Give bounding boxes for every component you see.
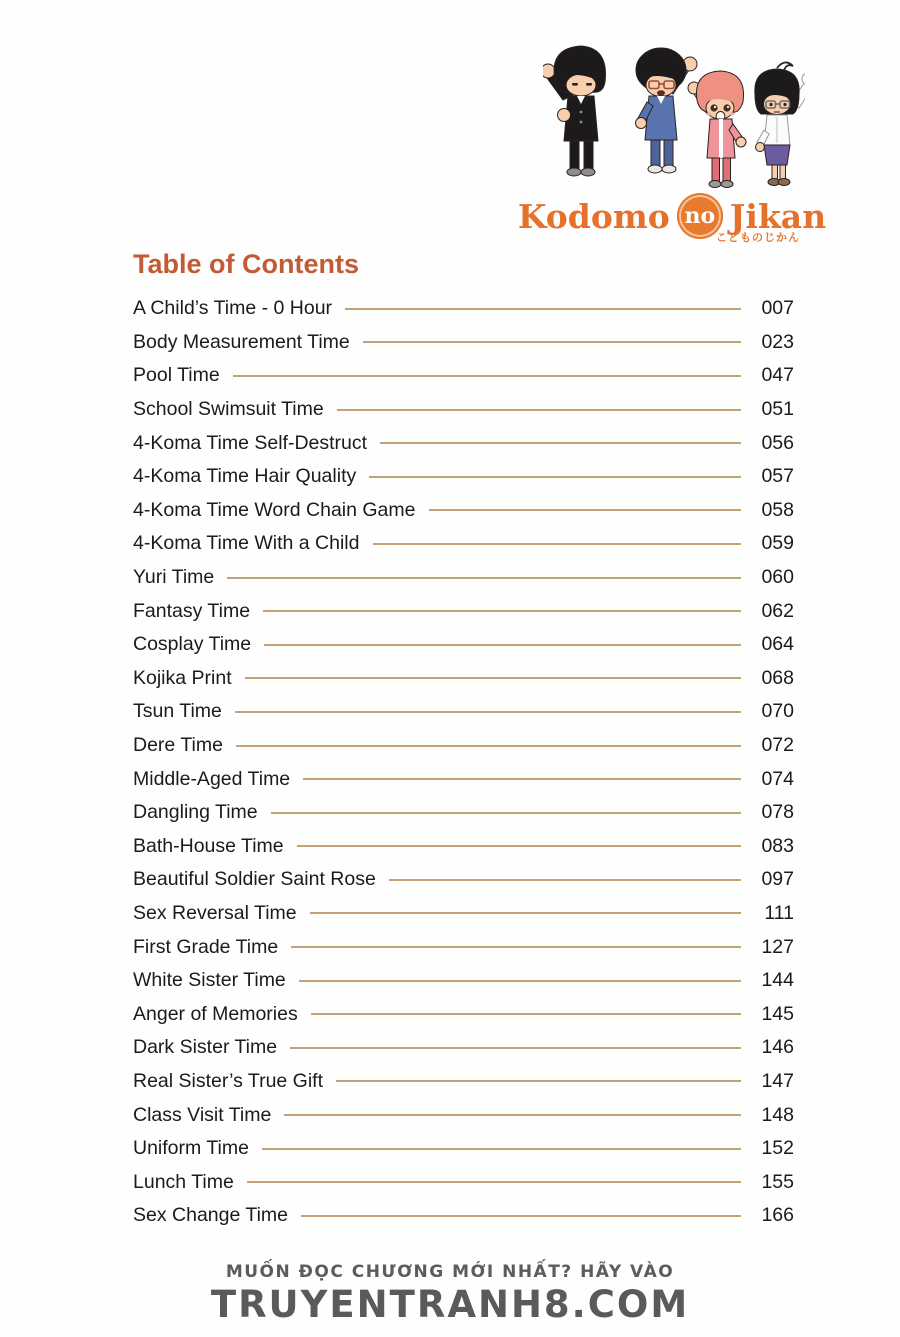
page-number: 051	[761, 398, 794, 421]
leader-line	[337, 409, 741, 411]
page-number: 152	[761, 1137, 794, 1160]
page-number: 064	[761, 633, 794, 656]
chapter-title: Lunch Time	[133, 1170, 234, 1193]
toc-row	[133, 561, 794, 595]
leader-line	[247, 1181, 741, 1183]
chapter-title: Dere Time	[133, 734, 223, 757]
toc-row	[133, 628, 794, 662]
page-number: 127	[761, 935, 794, 958]
leader-line	[429, 509, 742, 511]
page-number: 057	[761, 465, 794, 488]
toc-row	[133, 930, 794, 964]
toc-row	[133, 964, 794, 998]
page-number: 060	[761, 566, 794, 589]
leader-line	[236, 745, 741, 747]
chibi-characters-illustration	[543, 40, 805, 188]
leader-line	[299, 980, 741, 982]
page-number: 070	[761, 700, 794, 723]
page-number: 166	[761, 1204, 794, 1227]
leader-line	[336, 1080, 741, 1082]
toc-row	[133, 494, 794, 528]
toc-row	[133, 527, 794, 561]
toc-row	[133, 1098, 794, 1132]
chapter-title: 4-Koma Time With a Child	[133, 532, 360, 555]
toc-row	[133, 729, 794, 763]
footer-call-to-action: MUỐN ĐỌC CHƯƠNG MỚI NHẤT? HÃY VÀO	[225, 1262, 675, 1282]
chapter-title: Real Sister’s True Gift	[133, 1069, 324, 1092]
toc-row	[133, 762, 794, 796]
blue-suit-glasses-man	[636, 48, 698, 173]
toc-row	[133, 393, 794, 427]
logo-word-jikan: Jikan	[729, 196, 827, 236]
toc-row	[133, 326, 794, 360]
toc-row	[133, 796, 794, 830]
leader-line	[301, 1215, 741, 1217]
leader-line	[389, 879, 741, 881]
page-number: 097	[761, 868, 794, 891]
chapter-title: Sex Change Time	[133, 1204, 289, 1227]
chapter-title: Class Visit Time	[133, 1103, 272, 1126]
chapter-title: Yuri Time	[133, 566, 215, 589]
leader-line	[227, 577, 741, 579]
leader-line	[303, 778, 741, 780]
logo-word-kodomo: Kodomo	[517, 196, 670, 236]
chapter-title: Bath-House Time	[133, 834, 284, 857]
chapter-title: Sex Reversal Time	[133, 901, 297, 924]
toc-row	[133, 426, 794, 460]
page-number: 056	[761, 431, 794, 454]
page-number: 059	[761, 532, 794, 555]
toc-row	[133, 695, 794, 729]
page-number: 144	[761, 969, 794, 992]
leader-line	[363, 341, 741, 343]
leader-line	[245, 677, 741, 679]
page-number: 111	[764, 901, 794, 924]
chapter-title: First Grade Time	[133, 935, 279, 958]
chapter-title: A Child’s Time - 0 Hour	[133, 297, 333, 320]
leader-line	[264, 644, 741, 646]
toc-row	[133, 1065, 794, 1099]
logo-japanese-subtitle: こどものじかん	[716, 232, 800, 244]
toc-row	[133, 1031, 794, 1065]
chapter-title: School Swimsuit Time	[133, 398, 324, 421]
chapter-title: Beautiful Soldier Saint Rose	[133, 868, 376, 891]
leader-line	[263, 610, 741, 612]
page-number: 068	[761, 666, 794, 689]
black-suit-boy	[543, 46, 606, 176]
page-number: 058	[761, 498, 794, 521]
toc-row	[133, 863, 794, 897]
page-number: 155	[761, 1170, 794, 1193]
chapter-title: Pool Time	[133, 364, 220, 387]
toc-row	[133, 594, 794, 628]
toc-row	[133, 1199, 794, 1233]
leader-line	[345, 308, 741, 310]
toc-row	[133, 1165, 794, 1199]
leader-line	[233, 375, 741, 377]
toc-row	[133, 997, 794, 1031]
toc-row	[133, 292, 794, 326]
page-title: Table of Contents	[133, 249, 359, 279]
toc-row	[133, 460, 794, 494]
toc-row	[133, 359, 794, 393]
leader-line	[369, 476, 741, 478]
page-number: 148	[761, 1103, 794, 1126]
page-number: 072	[761, 734, 794, 757]
leader-line	[271, 812, 741, 814]
toc-list	[133, 292, 794, 1233]
toc-row	[133, 1132, 794, 1166]
pink-hair-girl	[688, 71, 746, 188]
footer-site-name: TRUYENTRANH8.COM	[210, 1283, 690, 1326]
page-number: 007	[761, 297, 794, 320]
chapter-title: Middle-Aged Time	[133, 767, 291, 790]
chapter-title: Dark Sister Time	[133, 1036, 278, 1059]
leader-line	[284, 1114, 741, 1116]
page-number: 147	[761, 1069, 794, 1092]
leader-line	[373, 543, 742, 545]
leader-line	[311, 1013, 741, 1015]
toc-row	[133, 897, 794, 931]
chapter-title: 4-Koma Time Word Chain Game	[133, 498, 416, 521]
chapter-title: Cosplay Time	[133, 633, 252, 656]
toc-row	[133, 830, 794, 864]
toc-row	[133, 662, 794, 696]
chapter-title: Kojika Print	[133, 666, 232, 689]
page-number: 145	[761, 1002, 794, 1025]
leader-line	[235, 711, 741, 713]
leader-line	[297, 845, 741, 847]
page-number: 146	[761, 1036, 794, 1059]
page-number: 047	[761, 364, 794, 387]
black-bob-glasses-woman	[755, 62, 805, 185]
chapter-title: 4-Koma Time Self-Destruct	[133, 431, 368, 454]
chapter-title: Dangling Time	[133, 801, 258, 824]
footer	[0, 1262, 900, 1326]
chapter-title: White Sister Time	[133, 969, 286, 992]
leader-line	[380, 442, 741, 444]
leader-line	[262, 1148, 741, 1150]
leader-line	[291, 946, 741, 948]
leader-line	[310, 912, 741, 914]
chapter-title: Fantasy Time	[133, 599, 251, 622]
page-number: 023	[761, 330, 794, 353]
page-number: 083	[761, 834, 794, 857]
page-number: 062	[761, 599, 794, 622]
chapter-title: Tsun Time	[133, 700, 222, 723]
logo-no-circle: no	[677, 193, 723, 239]
chapter-title: 4-Koma Time Hair Quality	[133, 465, 357, 488]
chapter-title: Uniform Time	[133, 1137, 249, 1160]
chapter-title: Body Measurement Time	[133, 330, 350, 353]
leader-line	[290, 1047, 741, 1049]
page-number: 074	[761, 767, 794, 790]
page-number: 078	[761, 801, 794, 824]
chapter-title: Anger of Memories	[133, 1002, 298, 1025]
